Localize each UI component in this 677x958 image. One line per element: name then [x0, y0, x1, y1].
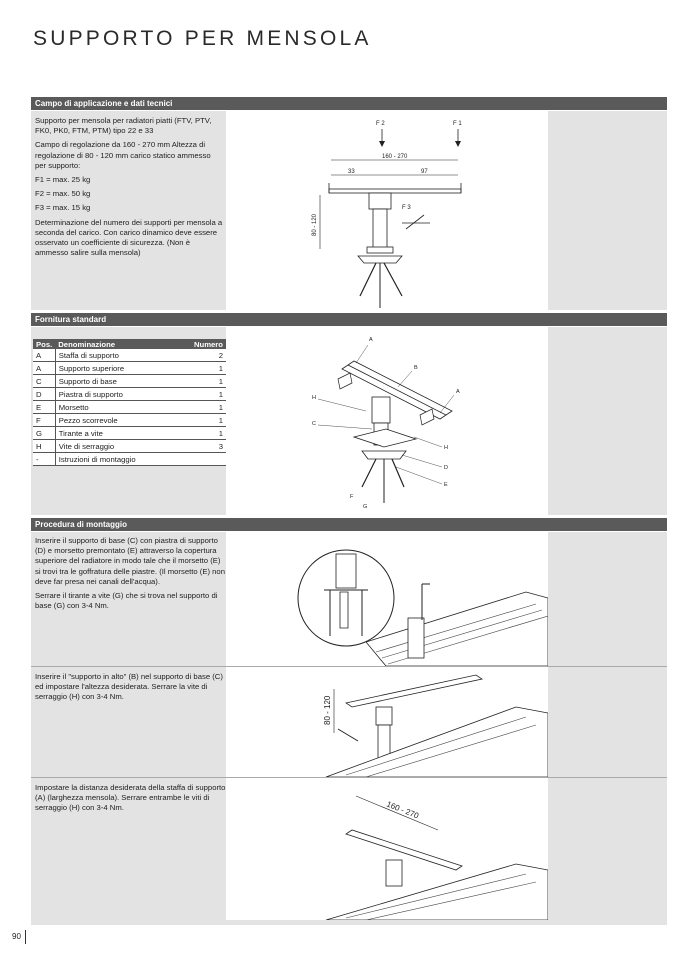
cell-name: Vite di serraggio [55, 440, 175, 453]
cell-name: Supporto superiore [55, 362, 175, 375]
dim-width-range: 160 - 270 [382, 154, 408, 160]
cell-qty: 1 [175, 427, 226, 440]
step-paragraph: Serrare il tirante a vite (G) che si trova nel supporto di base (G) con 3-4 Nm. [35, 591, 218, 611]
table-row [33, 349, 226, 362]
cell-name: Pezzo scorrevole [55, 414, 175, 427]
application-paragraph: F1 = max. 25 kg [35, 175, 91, 185]
col-header-name: Denominazione [55, 339, 175, 349]
cell-pos: - [33, 453, 55, 466]
step1-text [35, 536, 227, 615]
cell-qty: 2 [175, 349, 226, 362]
section-heading-application: Campo di applicazione e dati tecnici [31, 97, 667, 110]
callout-d: D [444, 465, 448, 471]
step2-text [35, 672, 227, 707]
cell-pos: F [33, 414, 55, 427]
technical-drawing [226, 111, 548, 310]
section-heading-standard-supply: Fornitura standard [31, 313, 667, 326]
table-row [33, 388, 226, 401]
dim-height-range: 80 - 120 [312, 213, 318, 236]
table-row [33, 414, 226, 427]
callout-g: G [363, 504, 368, 510]
parts-table [33, 339, 226, 466]
callout-h: H [312, 395, 316, 401]
dim-width-range: 160 - 270 [385, 799, 420, 821]
page-title: SUPPORTO PER MENSOLA [33, 27, 372, 50]
table-row [33, 362, 226, 375]
cell-pos: D [33, 388, 55, 401]
callout-h: H [444, 445, 448, 451]
callout-a: A [456, 389, 460, 395]
step2-drawing [226, 667, 548, 777]
step3-drawing [226, 778, 548, 920]
application-paragraph: Campo di regolazione da 160 - 270 mm Altezza di regolazione di 80 - 120 mm carico statico ammesso per supporto: [35, 140, 211, 170]
callout-e: E [444, 482, 448, 488]
cell-qty: 1 [175, 401, 226, 414]
table-row [33, 401, 226, 414]
dim-left: 33 [348, 169, 355, 175]
exploded-view-drawing [226, 327, 548, 515]
cell-qty [175, 453, 226, 466]
cell-name: Tirante a vite [55, 427, 175, 440]
callout-f: F [350, 494, 354, 500]
cell-name: Supporto di base [55, 375, 175, 388]
label-f1: F 1 [453, 121, 462, 127]
callout-a: A [369, 337, 373, 343]
cell-qty: 3 [175, 440, 226, 453]
table-row [33, 453, 226, 466]
dim-height-range: 80 - 120 [323, 695, 332, 725]
section-heading-mounting: Procedura di montaggio [31, 518, 667, 531]
page-number: 90 [12, 932, 21, 941]
cell-pos: H [33, 440, 55, 453]
application-paragraph: Supporto per mensola per radiatori piatti (FTV, PTV, FK0, PK0, FTM, PTM) tipo 22 e 33 [35, 116, 212, 136]
application-paragraph: F3 = max. 15 kg [35, 203, 91, 213]
step3-text [35, 783, 227, 818]
label-f3: F 3 [402, 205, 411, 211]
cell-pos: G [33, 427, 55, 440]
cell-qty: 1 [175, 414, 226, 427]
step1-drawing [226, 532, 548, 666]
page-number-rule [25, 930, 26, 944]
col-header-qty: Numero [175, 339, 226, 349]
cell-qty: 1 [175, 388, 226, 401]
cell-name: Staffa di supporto [55, 349, 175, 362]
step-paragraph: Inserire il "supporto in alto" (B) nel supporto di base (C) ed impostare l'altezza desiderata. Serrare la vite di serraggio (H) con 3-4 Nm. [35, 672, 223, 702]
dim-right: 97 [421, 169, 428, 175]
cell-name: Istruzioni di montaggio [55, 453, 175, 466]
application-paragraph: F2 = max. 50 kg [35, 189, 91, 199]
cell-qty: 1 [175, 362, 226, 375]
application-text [35, 116, 223, 262]
cell-pos: C [33, 375, 55, 388]
step-paragraph: Inserire il supporto di base (C) con piastra di supporto (D) e morsetto premontato (E) attraverso la copertura superiore del radiatore in modo tale che il morsetto (E) si trovi tra le goffratura delle piastre. (Il morsetto (E) non deve far presa nei canali dell'acqua). [35, 536, 225, 586]
callout-c: C [312, 421, 316, 427]
application-paragraph: Determinazione del numero dei supporti per mensola a seconda del carico. Con carico dinamico deve essere osservato un coefficiente di sicurezza. (Non è ammesso salire sulla mensola) [35, 217, 223, 258]
cell-pos: A [33, 349, 55, 362]
cell-name: Morsetto [55, 401, 175, 414]
cell-pos: E [33, 401, 55, 414]
table-row [33, 375, 226, 388]
table-row [33, 440, 226, 453]
col-header-pos: Pos. [33, 339, 55, 349]
cell-qty: 1 [175, 375, 226, 388]
cell-pos: A [33, 362, 55, 375]
callout-b: B [414, 365, 418, 371]
table-row [33, 427, 226, 440]
step-paragraph: Impostare la distanza desiderata della staffa di supporto (A) (larghezza mensola). Serrare entrambe le viti di serraggio (H) con 3-4 Nm. [35, 783, 226, 813]
cell-name: Piastra di supporto [55, 388, 175, 401]
label-f2: F 2 [376, 121, 385, 127]
